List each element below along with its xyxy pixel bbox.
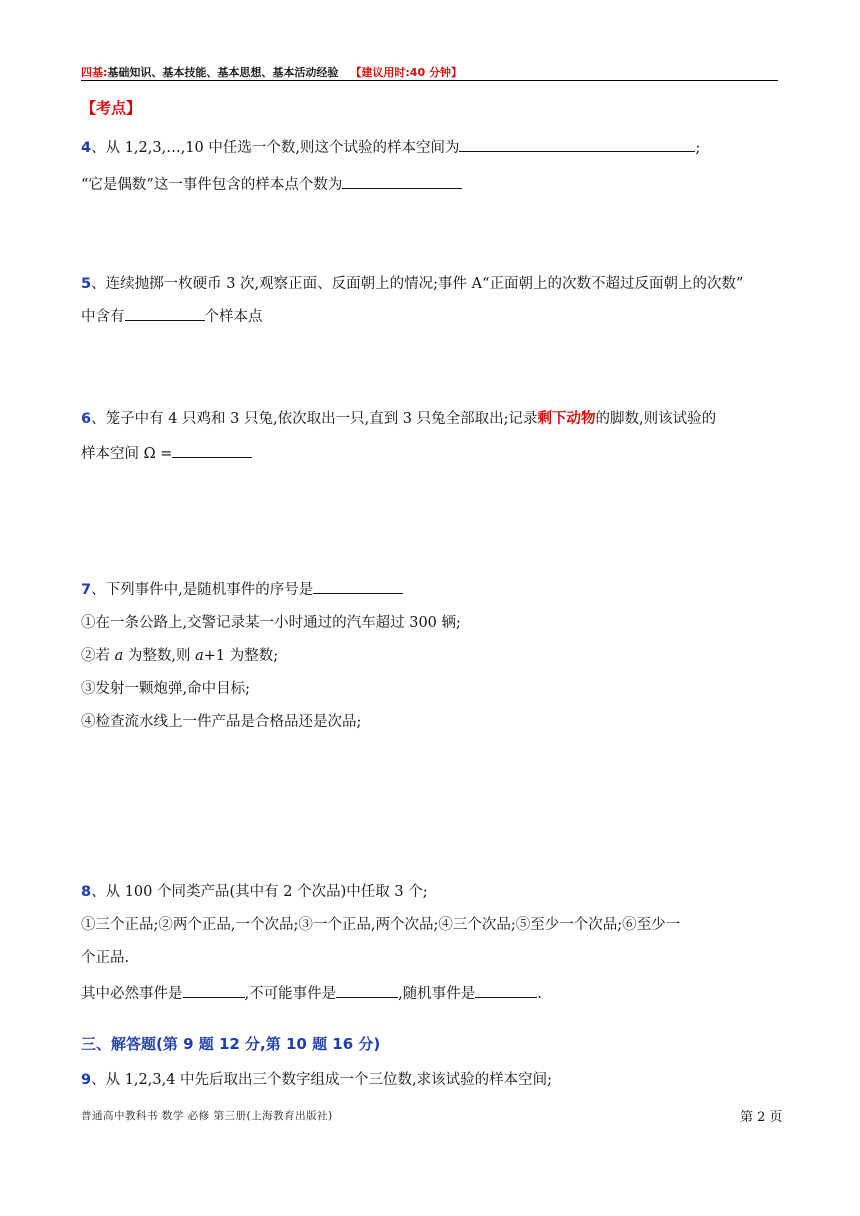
- q7-option-1: ①在一条公路上,交警记录某一小时通过的汽车超过 300 辆;: [81, 615, 461, 631]
- header-time: 【建议用时:40 分钟】: [350, 66, 462, 79]
- q8-blank2[interactable]: [336, 983, 398, 998]
- q7-option-4: ④检查流水线上一件产品是合格品还是次品;: [81, 714, 362, 730]
- q4-text2: “它是偶数”这一事件包含的样本点个数为: [81, 177, 343, 193]
- q4-blank1[interactable]: [459, 137, 695, 152]
- q4-blank2[interactable]: [342, 174, 462, 189]
- q7-number: 7: [81, 582, 92, 598]
- q5-blank[interactable]: [125, 306, 205, 321]
- q8-line3: 个正品.: [81, 950, 130, 966]
- q5-line2: 中含有 个样本点: [81, 305, 263, 326]
- header-label: 四基:: [81, 66, 108, 79]
- q4-text: 从 1,2,3,…,10 中任选一个数,则这个试验的样本空间为: [105, 140, 460, 156]
- header-rule: [81, 80, 778, 81]
- q8-blank3[interactable]: [475, 983, 537, 998]
- q9-number: 9: [81, 1072, 92, 1088]
- q8-line4: 其中必然事件是 ,不可能事件是 ,随机事件是 .: [81, 982, 542, 1003]
- q5-line1: 5、连续抛掷一枚硬币 3 次,观察正面、反面朝上的情况;事件 A“正面朝上的次数不超过反面朝上的次数”: [81, 276, 744, 292]
- q4-line1: 4、从 1,2,3,…,10 中任选一个数,则这个试验的样本空间为 ;: [81, 136, 700, 157]
- q4-line2: [81, 173, 462, 194]
- q7-line1: 7、下列事件中,是随机事件的序号是: [81, 578, 403, 599]
- q8-blank1[interactable]: [183, 983, 245, 998]
- q6-line1: 6、笼子中有 4 只鸡和 3 只兔,依次取出一只,直到 3 只兔全部取出;记录剩下动物的脚数,则该试验的: [81, 411, 717, 427]
- q6-number: 6: [81, 411, 92, 427]
- q6-emphasis: 剩下动物: [537, 411, 596, 427]
- q8-line1: 8、从 100 个同类产品(其中有 2 个次品)中任取 3 个;: [81, 884, 428, 900]
- header-text: 基础知识、基本技能、基本思想、基本活动经验: [107, 66, 339, 79]
- q6-blank[interactable]: [172, 443, 252, 458]
- q8-number: 8: [81, 884, 92, 900]
- q6-line2: 样本空间 Ω =: [81, 442, 252, 463]
- q9-line1: 9、从 1,2,3,4 中先后取出三个数字组成一个三位数,求该试验的样本空间;: [81, 1072, 553, 1088]
- q5-text: 连续抛掷一枚硬币 3 次,观察正面、反面朝上的情况;事件 A“正面朝上的次数不超过反面朝上的次数”: [105, 276, 744, 292]
- page-number: 第 2 页: [740, 1110, 783, 1125]
- page-header: [81, 64, 462, 80]
- section-heading: 三、解答题(第 9 题 12 分,第 10 题 16 分): [81, 1035, 381, 1053]
- q7-blank[interactable]: [313, 579, 403, 594]
- q8-line2: ①三个正品;②两个正品,一个次品;③一个正品,两个次品;④三个次品;⑤至少一个次品;⑥至少一: [81, 917, 681, 933]
- q4-number: 4: [81, 140, 92, 156]
- q5-number: 5: [81, 276, 92, 292]
- kaodian-heading: 【考点】: [81, 99, 142, 117]
- q7-option-3: ③发射一颗炮弹,命中目标;: [81, 681, 250, 697]
- q7-option-2: ②若 a 为整数,则 a+1 为整数;: [81, 648, 279, 664]
- footer-book: 普通高中教科书 数学 必修 第三册(上海教育出版社): [81, 1110, 333, 1122]
